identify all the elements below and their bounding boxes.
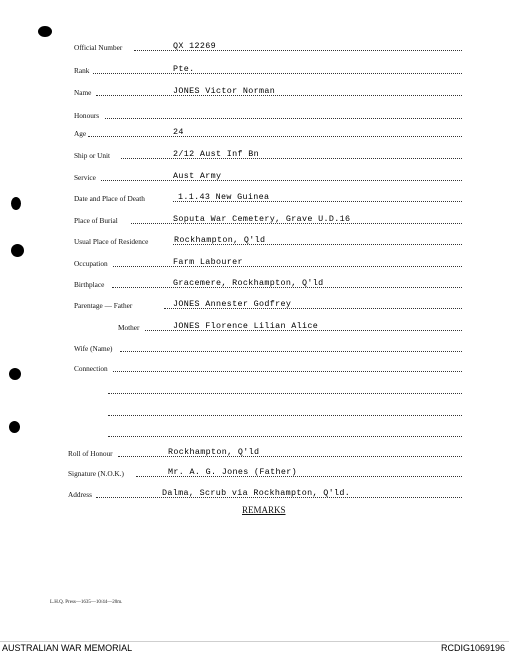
dotted-line bbox=[108, 415, 462, 416]
connection-extra-line bbox=[0, 403, 509, 419]
name-label: Name bbox=[74, 88, 92, 97]
service-value: Aust Army bbox=[173, 171, 222, 181]
usual-residence-value: Rockhampton, Q'ld bbox=[174, 235, 266, 245]
date-place-death-label: Date and Place of Death bbox=[74, 194, 145, 203]
dotted-line bbox=[113, 371, 462, 372]
rank-label: Rank bbox=[74, 66, 90, 75]
address-row bbox=[0, 485, 509, 501]
age-row bbox=[0, 124, 509, 140]
mother-value: JONES Florence Lilian Alice bbox=[173, 321, 319, 331]
age-value: 24 bbox=[173, 127, 184, 137]
father-label: Parentage — Father bbox=[74, 301, 133, 310]
service-row bbox=[0, 168, 509, 184]
occupation-row bbox=[0, 254, 509, 270]
age-label: Age bbox=[74, 129, 87, 138]
name-value: JONES Victor Norman bbox=[173, 86, 276, 96]
occupation-value: Farm Labourer bbox=[173, 257, 243, 267]
dotted-line bbox=[105, 118, 462, 119]
name-row bbox=[0, 83, 509, 99]
connection-label: Connection bbox=[74, 364, 108, 373]
signature-row bbox=[0, 464, 509, 480]
official-number-row bbox=[0, 38, 509, 54]
punch-hole-top bbox=[38, 26, 52, 37]
date-place-death-value: 1.1.43 New Guinea bbox=[178, 192, 270, 202]
service-label: Service bbox=[74, 173, 96, 182]
dotted-line bbox=[101, 180, 462, 181]
dotted-line bbox=[88, 136, 462, 137]
connection-row bbox=[0, 359, 509, 375]
date-place-death-row bbox=[0, 189, 509, 205]
place-of-burial-value: Soputa War Cemetery, Grave U.D.16 bbox=[173, 214, 351, 224]
ship-or-unit-row bbox=[0, 146, 509, 162]
archive-name: AUSTRALIAN WAR MEMORIAL bbox=[2, 643, 133, 653]
occupation-label: Occupation bbox=[74, 259, 108, 268]
wife-row bbox=[0, 339, 509, 355]
signature-value: Mr. A. G. Jones (Father) bbox=[168, 467, 298, 477]
archive-footer bbox=[0, 641, 509, 655]
address-value: Dalma, Scrub via Rockhampton, Q'ld. bbox=[162, 488, 351, 498]
connection-extra-line bbox=[0, 424, 509, 440]
roll-of-honour-value: Rockhampton, Q'ld bbox=[168, 447, 260, 457]
birthplace-row bbox=[0, 275, 509, 291]
place-of-burial-label: Place of Burial bbox=[74, 216, 118, 225]
archive-id: RCDIG1069196 bbox=[440, 643, 505, 653]
signature-label: Signature (N.O.K.) bbox=[68, 469, 124, 478]
place-of-burial-row bbox=[0, 211, 509, 227]
dotted-line bbox=[108, 393, 462, 394]
usual-residence-label: Usual Place of Residence bbox=[74, 237, 149, 246]
remarks-heading: REMARKS bbox=[242, 505, 286, 515]
dotted-line bbox=[96, 95, 462, 96]
dotted-line bbox=[93, 73, 462, 74]
roll-of-honour-row bbox=[0, 444, 509, 460]
dotted-line bbox=[108, 436, 462, 437]
print-note: L.H.Q. Press—1635—10/44—20m. bbox=[50, 600, 123, 605]
roll-of-honour-label: Roll of Honour bbox=[68, 449, 113, 458]
usual-residence-row bbox=[0, 232, 509, 248]
connection-extra-line bbox=[0, 381, 509, 397]
rank-value: Pte. bbox=[173, 64, 195, 74]
honours-label: Honours bbox=[74, 111, 100, 120]
mother-row bbox=[0, 318, 509, 334]
father-row bbox=[0, 296, 509, 312]
dotted-line bbox=[113, 266, 462, 267]
birthplace-label: Birthplace bbox=[74, 280, 105, 289]
wife-label: Wife (Name) bbox=[74, 344, 113, 353]
birthplace-value: Gracemere, Rockhampton, Q'ld bbox=[173, 278, 324, 288]
dotted-line bbox=[120, 351, 462, 352]
official-number-label: Official Number bbox=[74, 43, 123, 52]
father-value: JONES Annester Godfrey bbox=[173, 299, 292, 309]
ship-or-unit-value: 2/12 Aust Inf Bn bbox=[173, 149, 260, 159]
honours-row bbox=[0, 106, 509, 122]
rank-row bbox=[0, 61, 509, 77]
mother-label: Mother bbox=[118, 323, 140, 332]
ship-or-unit-label: Ship or Unit bbox=[74, 151, 111, 160]
official-number-value: QX 12269 bbox=[173, 41, 217, 51]
address-label: Address bbox=[68, 490, 92, 499]
